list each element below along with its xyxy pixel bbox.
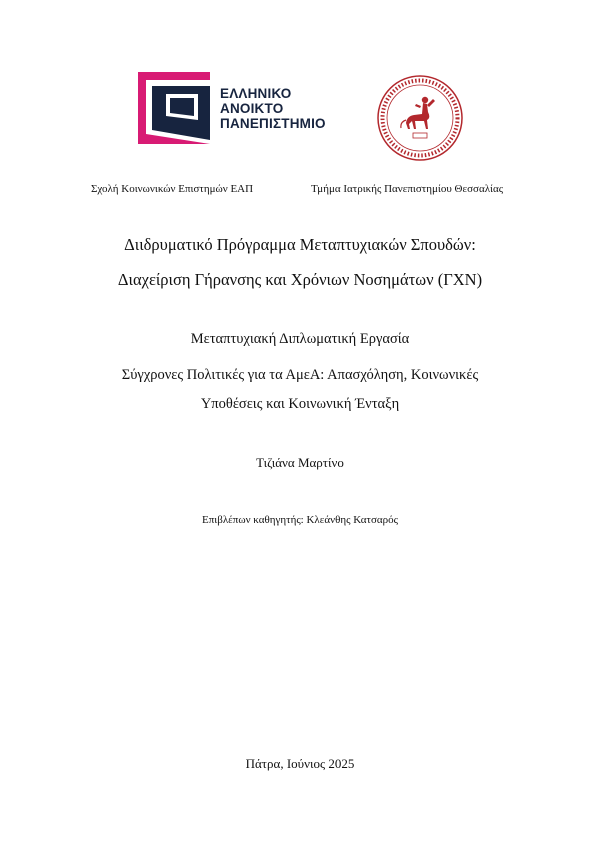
thesis-title-line-1: Σύγχρονες Πολιτικές για τα ΑμεΑ: Απασχόληση, Κοινωνικές — [121, 367, 479, 383]
school-affiliation: Σχολή Κοινωνικών Επιστημών ΕΑΠ — [91, 183, 254, 195]
eap-logo-text — [220, 86, 326, 131]
department-affiliation: Τμήμα Ιατρικής Πανεπιστημίου Θεσσαλίας — [311, 183, 504, 195]
eap-logo-line-3: ΠΑΝΕΠΙΣΤΗΜΙΟ — [220, 116, 326, 131]
thessaly-seal — [370, 74, 470, 162]
program-title: Διιδρυματικό Πρόγραμμα Μεταπτυχιακών Σπουδών: — [124, 235, 476, 254]
eap-logo-line-2: ΑΝΟΙΚΤΟ — [220, 101, 284, 116]
thesis-title-line-2: Υποθέσεις και Κοινωνική Ένταξη — [200, 396, 400, 412]
place-date: Πάτρα, Ιούνιος 2025 — [245, 756, 355, 771]
author-name: Τιζιάνα Μαρτίνο — [256, 455, 344, 470]
centaur-seal-icon — [370, 74, 470, 162]
program-subtitle: Διαχείριση Γήρανσης και Χρόνιων Νοσημάτων (ΓΧΝ) — [117, 270, 483, 289]
eap-logo-line-1: ΕΛΛΗΝΙΚΟ — [220, 86, 292, 101]
supervisor: Επιβλέπων καθηγητής: Κλεάνθης Κατσαρός — [202, 514, 398, 526]
thesis-type: Μεταπτυχιακή Διπλωματική Εργασία — [190, 331, 410, 347]
